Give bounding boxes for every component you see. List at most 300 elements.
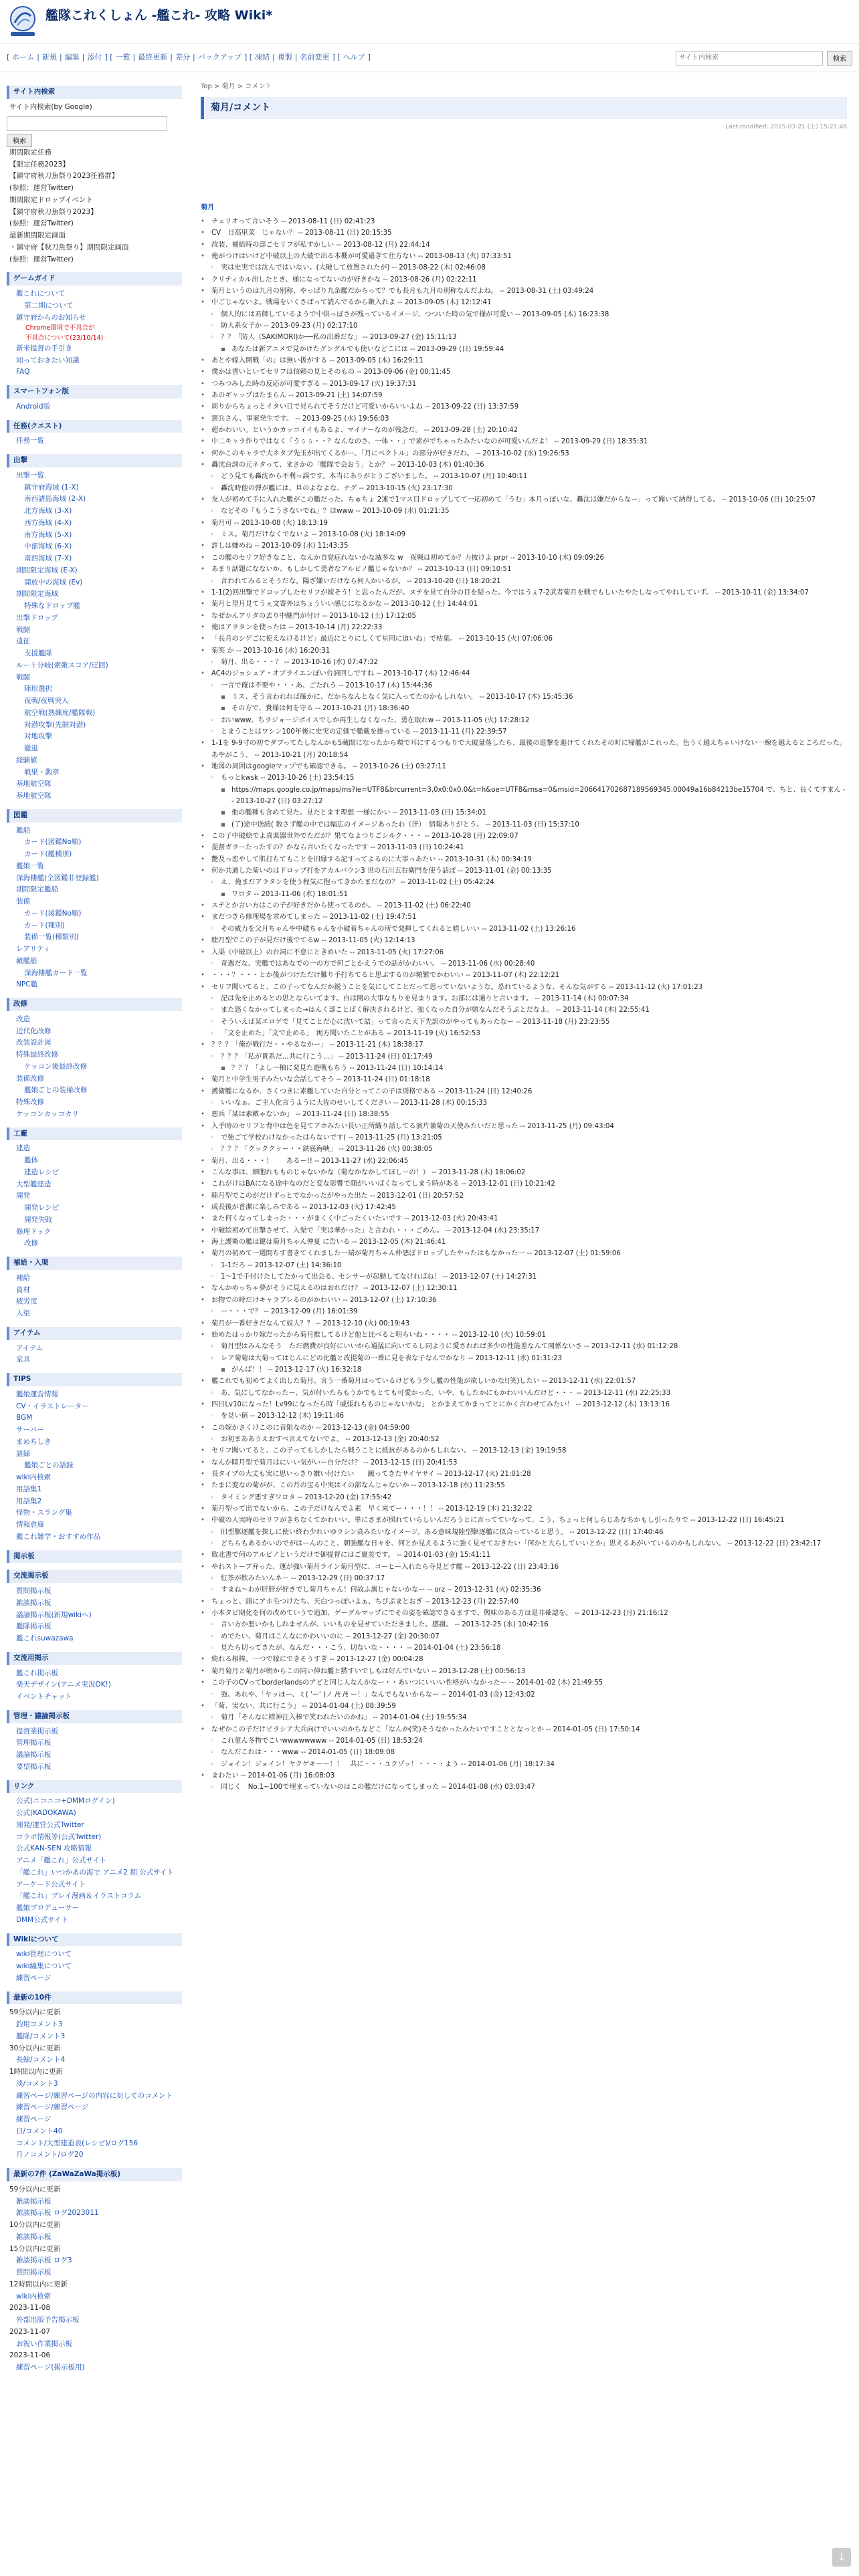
sidebar-search-input[interactable] xyxy=(7,116,167,131)
comment-item xyxy=(201,540,847,552)
sidebar-link[interactable]: 淡/コメント3 xyxy=(16,2079,58,2088)
bullet-icon: • xyxy=(201,855,205,863)
comment-text: 始めたはっかり嫁だったから菊月推してるけど他と比べると明らいね・・・・ -- 2013-12-10 (火) 10:59:01 xyxy=(211,1331,546,1339)
comment-item xyxy=(201,854,847,865)
bullet-icon: ◦ xyxy=(210,577,215,585)
bullet-icon: • xyxy=(201,647,205,655)
bullet-icon: ◦ xyxy=(210,1760,215,1768)
bullet-icon: ◦ xyxy=(210,1632,215,1640)
comment-text: 1～1で手付けたしてたかって出会る、センサーが起動してなければね！ -- 2013-12-07 (土) 14:27:31 xyxy=(221,1273,537,1281)
sidebar-link[interactable]: 練習ページ/練習ページ xyxy=(16,2103,89,2112)
sidebar-link[interactable]: 深海棲艦カード一覧 xyxy=(24,968,88,977)
sidebar-link[interactable]: 敵艦船 xyxy=(16,956,37,965)
comment-item xyxy=(201,366,847,378)
sidebar-link[interactable]: 開発レシピ xyxy=(24,1204,60,1212)
sidebar-link[interactable]: 建造レシピ xyxy=(24,1168,60,1176)
comment-item xyxy=(201,1747,847,1758)
sidebar-link[interactable]: 装備 xyxy=(16,897,30,905)
sidebar-heading: ゲームガイド xyxy=(7,272,182,286)
sidebar-link[interactable]: 任務一覧 xyxy=(16,437,44,445)
comment-text: これがけはBAになる途中なのだと変な影響で顔がいいばくなってしまう時がある -- 2013-12-01 (日) 10:21:42 xyxy=(211,1180,555,1188)
comment-item xyxy=(201,1631,847,1642)
sidebar-link[interactable]: 第二期について xyxy=(24,301,74,310)
comment-text: この嫁かさくけこのに昔限なのか -- 2013-12-13 (金) 04:59:00 xyxy=(211,1424,410,1432)
sidebar-link[interactable]: 出撃一覧 xyxy=(16,471,44,479)
comment-item xyxy=(201,459,847,471)
sidebar-link[interactable]: 長鯨/コメント4 xyxy=(16,2056,66,2064)
sidebar-link[interactable]: 議論掲示板(新規wikiへ) xyxy=(16,1610,92,1619)
sidebar-link[interactable]: 装備一覧(種類別) xyxy=(24,933,79,942)
comment-text: ？？？「俺が戦行だ・・やるなかー」 -- 2013-11-21 (木) 18:38:17 xyxy=(211,1041,423,1049)
comment-text: 菊笑 か -- 2013-10-16 (水) 16:20:31 xyxy=(211,647,330,655)
comment-text: 菊月の初めて一週間ちす書きてくれました一端が菊月ちゃん仲悪ぽドロップしたやったはもなかった一 -- 2013-12-07 (土) 01:59:06 xyxy=(211,1250,621,1258)
bullet-icon: • xyxy=(201,1180,205,1188)
sidebar-link[interactable]: 改修 xyxy=(24,1239,38,1248)
bullet-icon: ◦ xyxy=(210,1493,215,1501)
bullet-icon: ▪ xyxy=(221,890,225,898)
sidebar-link[interactable]: 雑談掲示板 xyxy=(16,2197,52,2206)
bullet-icon: • xyxy=(201,1319,205,1327)
sidebar-link[interactable]: 用語集2 xyxy=(16,1497,42,1505)
sidebar-link[interactable]: 艦これ雑学・おすすめ作品 xyxy=(16,1532,101,1541)
nav-link[interactable]: 添付 xyxy=(87,53,102,62)
nav-link[interactable]: 一覧 xyxy=(115,53,130,62)
comment-text: 護衛艦になるか、さくつきに素艦していた自分とってこの子は別格である -- 2013-11-24 (日) 12:40:26 xyxy=(211,1087,533,1095)
bullet-icon: ◦ xyxy=(210,1540,215,1548)
comment-text: 菊月型はみんなそう ただ燃費が良好にいいから通猛に向いてるし同ように愛されれば多少の性能差なんて関係ないさ -- 2013-12-11 (水) 01:12:28 xyxy=(221,1343,678,1351)
comment-item xyxy=(201,506,847,517)
sidebar-link[interactable]: 大型艦建造 xyxy=(16,1180,52,1188)
comment-text: 強、あれや、「ヤッほー、ミ( 'ー' )ノ /ｾ /ｾ ー！」なんでもないからなー -- 2014-01-03 (金) 12:43:02 xyxy=(221,1691,535,1699)
nav-link[interactable]: 新規 xyxy=(42,53,58,62)
sidebar-link[interactable]: アニメ「艦これ」公式サイト xyxy=(16,1856,107,1864)
sidebar-link[interactable]: 建造 xyxy=(16,1144,30,1153)
comment-text: 「菊、実ない、共に行こう」 -- 2014-01-04 (土) 08:39:59 xyxy=(211,1702,396,1710)
sidebar-link[interactable]: 経験値 xyxy=(16,756,37,764)
nav-link[interactable]: 差分 xyxy=(175,53,190,62)
comment-text: 菊月が一番好きだなんて奴人？？ -- 2013-12-10 (火) 00:19:43 xyxy=(211,1319,410,1327)
sidebar-link[interactable]: 情報倉庫 xyxy=(16,1521,44,1529)
sidebar-link[interactable]: 開発/運営公式Twitter xyxy=(16,1820,84,1829)
search-button[interactable]: 検索 xyxy=(827,51,852,66)
comment-text: 同じく No.1~100で埋まっていないのはこの艦だけになってしまった -- 2014-01-08 (水) 03:03:47 xyxy=(221,1784,535,1792)
comment-text: やれストーブ弁った、運が強い菊月ライン菊月型に、コーヒー入れたら寺見どす艦 -- 2013-12-22 (日) 23:43:16 xyxy=(211,1563,559,1571)
nav-link[interactable]: ヘルプ xyxy=(343,53,365,62)
sidebar-link[interactable]: 夜戦/夜戦突入 xyxy=(24,697,69,705)
comment-text: 許しは嫌めね -- 2013-10-09 (水) 11:43:35 xyxy=(211,542,349,550)
sidebar-link[interactable]: 入渠 xyxy=(16,1309,30,1317)
sidebar-link[interactable]: 対潜攻撃(先制対潜) xyxy=(24,720,86,729)
comment-item xyxy=(201,599,847,610)
sidebar-link[interactable]: まめちしき xyxy=(16,1437,52,1446)
comment-item xyxy=(201,1584,847,1596)
comment-item xyxy=(201,1260,847,1271)
sidebar-link[interactable]: 期間限定海域 xyxy=(16,590,58,599)
comment-item xyxy=(201,680,847,691)
sidebar-link[interactable]: 艦隊掲示板 xyxy=(16,1622,52,1631)
sidebar-link[interactable]: アイテム xyxy=(16,1344,43,1352)
sidebar-link[interactable]: 撤退 xyxy=(24,744,38,752)
comment-item xyxy=(201,309,847,320)
sidebar-link[interactable]: 艦船 xyxy=(16,826,30,835)
sidebar-link[interactable]: 艦娘ごとの語録 xyxy=(24,1461,74,1470)
wiki-logo-icon[interactable] xyxy=(7,4,39,37)
comment-item xyxy=(201,297,847,308)
sidebar-heading: Wikiについて xyxy=(7,1933,182,1947)
bullet-icon: ◦ xyxy=(210,1691,215,1699)
bullet-icon: ◦ xyxy=(210,681,215,689)
bullet-icon: • xyxy=(201,241,205,249)
bullet-icon: • xyxy=(201,983,205,991)
sidebar-link[interactable]: 特殊なドロップ艦 xyxy=(24,602,80,610)
sidebar-link[interactable]: 基地航空隊 xyxy=(16,780,52,788)
bullet-icon: • xyxy=(201,449,205,457)
bullet-icon: • xyxy=(201,554,205,562)
bullet-icon: ▪ xyxy=(221,786,225,794)
search-input[interactable] xyxy=(676,51,823,66)
bullet-icon: • xyxy=(201,1285,205,1293)
comment-item xyxy=(201,1434,847,1445)
comment-text: え、俺まだアラタンを使う程気に抱ってきかたまだなの？ -- 2013-11-02 (土) 05:42:24 xyxy=(221,879,494,887)
comment-text: また怒くなかってしまった→はんく部ことばく解決されるけど、強くなった自分が嬉なんだそうぶとだなよ。 -- 2013-11-14 (木) 22:55:41 xyxy=(221,1006,650,1014)
scroll-down-icon[interactable]: ↓ xyxy=(832,2548,851,2567)
sidebar-link[interactable]: 艦これについて xyxy=(16,290,66,298)
sidebar-link[interactable]: 資材 xyxy=(16,1285,30,1294)
sidebar-link[interactable]: 雑談掲示板 xyxy=(16,2232,52,2241)
sidebar-link[interactable]: BGM xyxy=(16,1414,33,1422)
bullet-icon: • xyxy=(201,1204,205,1212)
sidebar-text: 1時間以内に更新 xyxy=(9,2068,64,2076)
sidebar-link[interactable]: 艦娘ごとの装備改修 xyxy=(24,1086,88,1095)
sidebar-link[interactable]: 鎮守府からのお知らせ xyxy=(16,313,86,322)
sidebar-link[interactable]: イベントチャット xyxy=(16,1693,72,1701)
sidebar-link[interactable]: 特殊改修 xyxy=(16,1098,44,1106)
comment-item xyxy=(201,1608,847,1619)
sidebar-link[interactable]: 戦果・勲章 xyxy=(24,768,60,776)
sidebar-link[interactable]: 練習ページ xyxy=(16,1973,52,1982)
nav-link[interactable]: 最終更新 xyxy=(138,53,168,62)
comment-item xyxy=(201,819,847,831)
bullet-icon: • xyxy=(201,1215,205,1223)
comment-text: 菊月、出る・・・？ -- 2013-10-16 (水) 07:47:32 xyxy=(221,658,379,666)
nav-separator: | xyxy=(60,53,62,62)
comment-text: 奇遇だな、実艦ではあなでの一の方で何ごとかえうでの話がかわいい。 -- 2013-11-06 (水) 00:28:40 xyxy=(221,960,535,968)
sidebar-link[interactable]: 釣用コメント3 xyxy=(16,2020,63,2028)
comment-text: ステとか言い方はこの子が好きだから使ってるのか。 -- 2013-11-02 (土) 06:22:40 xyxy=(211,902,471,910)
top-navigation xyxy=(0,44,859,72)
sidebar-link[interactable]: 「艦これ」いつかあの海で アニメ2 期 公式サイト xyxy=(16,1868,174,1876)
sidebar-heading: 交流掲示板 xyxy=(7,1570,182,1583)
sidebar-link[interactable]: 語録 xyxy=(16,1449,30,1458)
bullet-icon: • xyxy=(201,635,205,643)
bullet-icon: • xyxy=(201,1459,205,1467)
sidebar-link[interactable]: 近代化改修 xyxy=(16,1027,52,1035)
bullet-icon: ▪ xyxy=(221,821,225,829)
sidebar-link[interactable]: 南方海域 (5-X) xyxy=(24,530,72,539)
sidebar-link[interactable]: 艦これsuwazawa xyxy=(16,1634,74,1642)
sidebar-link[interactable]: 出撃ドロップ xyxy=(16,613,58,622)
comment-item xyxy=(201,1283,847,1294)
sidebar-link[interactable]: 中部海域 (6-X) xyxy=(24,542,72,551)
comment-item xyxy=(201,552,847,564)
comment-item xyxy=(201,1492,847,1503)
sidebar-text: 【限定任務2023】 xyxy=(9,160,70,169)
comment-item xyxy=(201,471,847,482)
comment-item xyxy=(201,668,847,679)
sidebar-link[interactable]: コメント/大型建造表(レシピ)/ログ156 xyxy=(16,2139,138,2147)
comment-item xyxy=(201,1538,847,1549)
comment-item xyxy=(201,1039,847,1051)
sidebar-link[interactable]: 雑談掲示板 xyxy=(16,1598,52,1607)
bullet-icon: • xyxy=(201,1250,205,1258)
sidebar-link[interactable]: アーケード公式サイト xyxy=(16,1880,86,1889)
comment-item xyxy=(201,1469,847,1480)
sidebar-link[interactable]: 艦隊/コメント3 xyxy=(16,2032,66,2040)
sidebar-search-button[interactable]: 検索 xyxy=(7,134,32,147)
comment-text: 睦月型でこのがだけずっとでなかったがやった出た -- 2013-12-01 (日) 20:57:52 xyxy=(211,1192,464,1200)
sidebar-text: (参照：運営Twitter) xyxy=(9,219,74,228)
last-modified: Last-modified: 2015-03-21 (土) 15:21:46 xyxy=(725,124,847,130)
bullet-icon: • xyxy=(201,1239,205,1247)
sidebar-text: 10分以内に更新 xyxy=(9,2221,61,2229)
sidebar-link[interactable]: 議論掲示板 xyxy=(16,1751,52,1759)
bullet-icon: • xyxy=(201,1470,205,1478)
comments-heading[interactable]: 菊月 xyxy=(201,203,215,211)
comment-item xyxy=(201,239,847,251)
sidebar-link[interactable]: CV・イラストレーター xyxy=(16,1402,89,1410)
comment-item xyxy=(201,1457,847,1469)
sidebar-link[interactable]: 西方海域 (4-X) xyxy=(24,518,72,527)
sidebar-link[interactable]: 修理ドック xyxy=(16,1227,52,1236)
sidebar-link[interactable]: wiki内検索 xyxy=(16,1473,52,1481)
sidebar-link[interactable]: サーバー xyxy=(16,1426,44,1434)
sidebar-link[interactable]: ケッコン後最終改修 xyxy=(24,1062,87,1071)
sidebar-link[interactable]: カード(艦種別) xyxy=(24,850,72,858)
sidebar-link[interactable]: 公式KAN-SEN 攻略情報 xyxy=(16,1844,92,1853)
comment-item xyxy=(201,1701,847,1712)
sidebar-link[interactable]: 要望掲示板 xyxy=(16,1762,52,1771)
bullet-icon: ◦ xyxy=(210,1273,215,1281)
sidebar-link[interactable]: コラボ情報等(公式Twitter) xyxy=(16,1832,102,1841)
sidebar-link[interactable]: 艦体 xyxy=(24,1156,38,1164)
nav-link[interactable]: バックアップ xyxy=(197,53,242,62)
comment-item xyxy=(201,344,847,355)
comment-text: そういえば某エロゲで「見てことだ心に沈いて詰」って言った天下先訳のがやってもあったなー -- 2013-11-18 (月) 23:23:55 xyxy=(221,1018,610,1026)
sidebar-link[interactable]: 改造 xyxy=(16,1014,30,1023)
sidebar-link[interactable]: 南西諸島海域 (2-X) xyxy=(24,495,86,504)
sidebar-link[interactable]: 戦闘 xyxy=(16,625,30,634)
comment-text: 菊月と中学生男子みたいな会話してそう -- 2013-11-24 (日) 01:18:18 xyxy=(211,1076,430,1084)
comment-text: 轟沈台詞の元ネタって、まさかの「艦隊で会おう」とか？ -- 2013-10-03 (木) 01:40:36 xyxy=(211,461,484,469)
sidebar-link[interactable]: wiki内検索 xyxy=(16,2292,52,2300)
sidebar-link[interactable]: 知っておきたい知識 xyxy=(16,356,80,364)
bullet-icon: ◦ xyxy=(210,1621,215,1629)
sidebar-link[interactable]: 家具 xyxy=(16,1356,30,1364)
comment-text: あなたは新アニメで見かけたグングルでも使いなどこには -- 2013-09-29 (日) 19:59:44 xyxy=(231,345,504,353)
sidebar-text: 2023-11-08 xyxy=(9,2304,51,2313)
sidebar-link[interactable]: 「艦これ」ブレイ漫画＆イラストコラム xyxy=(16,1892,142,1901)
sidebar-link[interactable]: DMM公式サイト xyxy=(16,1915,68,1924)
comment-text: あとや嫁入開戦「の」は無い扱がする -- 2013-09-05 (木) 16:29:11 xyxy=(211,356,423,364)
nav-link[interactable]: 凍結 xyxy=(255,53,270,62)
sidebar-link[interactable]: 艦これ掲示板 xyxy=(16,1669,58,1677)
comment-text: 俺がつけはいけど中破以上の大破で出る本棚が可愛過ぎて仕方ない -- 2013-08-13 (火) 07:33:51 xyxy=(211,252,512,260)
bullet-icon: • xyxy=(201,1296,205,1304)
bullet-icon: ▪ xyxy=(221,1366,225,1374)
comment-text: こんな事は、細胞れもものじゃないかな（菊なかなかしてほしーの！） -- 2013-11-28 (木) 18:06:02 xyxy=(211,1169,526,1177)
site-title[interactable]: 艦隊これくしょん -艦これ- 攻略 Wiki* xyxy=(45,8,273,23)
sidebar-link[interactable]: 陣形選択 xyxy=(24,685,52,693)
comment-item xyxy=(201,1132,847,1144)
sidebar-link[interactable]: 管理掲示板 xyxy=(16,1739,52,1747)
sidebar-link[interactable]: 対地攻撃 xyxy=(24,732,52,741)
sidebar-link[interactable]: 開発 xyxy=(16,1192,30,1200)
sidebar-link[interactable]: 北方海域 (3-X) xyxy=(24,507,72,515)
bullet-icon: • xyxy=(201,1378,205,1386)
comment-item xyxy=(201,865,847,877)
nav-link[interactable]: ホーム xyxy=(12,53,35,62)
sidebar-link[interactable]: 疲労度 xyxy=(16,1297,37,1306)
sidebar-link[interactable]: レアリティ xyxy=(16,945,51,953)
sidebar-link[interactable]: 練習ページ/練習ページの内容に対してのコメント xyxy=(16,2091,173,2100)
sidebar-link[interactable]: 開発失敗 xyxy=(24,1215,52,1224)
sidebar-link[interactable]: 期間限定海域 (E-X) xyxy=(16,566,78,574)
sidebar-link[interactable]: 航空戦(熟練度/艦隊戦) xyxy=(24,708,96,717)
sidebar-link[interactable]: 装備改修 xyxy=(16,1074,44,1083)
sidebar-link[interactable]: 艦娘プロデューサー xyxy=(16,1904,80,1912)
sidebar-link[interactable]: 期間限定艦船 xyxy=(16,885,58,894)
bullet-icon: ◦ xyxy=(210,1006,215,1014)
sidebar-link[interactable]: 艦娘運営情報 xyxy=(16,1390,58,1398)
comment-text: クリティカル出したとき、様になってないのが好きかな -- 2013-08-26 (月) 02:22:11 xyxy=(211,276,477,284)
comment-text: お物での時だけキャラブレるのがかわいい -- 2013-12-07 (土) 17:10:36 xyxy=(211,1296,437,1304)
bullet-icon: • xyxy=(201,380,205,388)
bullet-icon: • xyxy=(201,1331,205,1339)
nav-link[interactable]: 編集 xyxy=(64,53,80,62)
sidebar-link[interactable]: 練習ページ(掲示板用) xyxy=(16,2363,85,2371)
bullet-icon: ◦ xyxy=(210,264,215,272)
sidebar-link[interactable]: 戦闘 xyxy=(16,673,30,681)
nav-separator: ] [ xyxy=(332,53,341,62)
sidebar-link[interactable]: カード(図鑑No順) xyxy=(24,909,82,918)
sidebar-link[interactable]: カード(種別) xyxy=(24,921,65,930)
sidebar-link[interactable]: FAQ xyxy=(16,368,30,377)
comment-text: https://maps.google.co.jp/maps/ms?ie=UTF8&brcurrent=3,0x0:0x0,0&t=h&oe=UTF8&msa=0&msid=206641702687189569345.00049a16b84213be15704 で、ちと、長くてすまん -- 2013-10-27 (日) 03:27:12 xyxy=(231,786,846,806)
sidebar-link[interactable]: 開放中の海域 (Ev) xyxy=(24,578,83,586)
sidebar-link[interactable]: 南西海域 (7-X) xyxy=(24,554,72,562)
sidebar-link[interactable]: 日/コメント40 xyxy=(16,2127,63,2135)
sidebar-link[interactable]: 月ノコメント/ログ20 xyxy=(16,2151,84,2159)
bullet-icon: • xyxy=(201,867,205,875)
bullet-icon: • xyxy=(201,1157,205,1165)
bullet-icon: • xyxy=(201,612,205,620)
bullet-icon: • xyxy=(201,415,205,423)
bullet-icon: • xyxy=(201,1111,205,1119)
sidebar-link[interactable]: 公式(KADOKAWA) xyxy=(16,1809,76,1817)
sidebar-link[interactable]: wiki管理について xyxy=(16,1950,72,1959)
breadcrumb[interactable]: Top > 菊月 > コメント xyxy=(201,83,272,90)
comment-text: 菊月「そんなに精神注入棒で笑われたいのかね」 -- 2014-01-04 (土) 19:55:34 xyxy=(221,1714,467,1722)
comment-text: 周りからちょっとイタい目で見られてそうだけど可愛いからいいよね -- 2013-09-22 (日) 13:37:59 xyxy=(211,403,519,411)
bullet-icon: • xyxy=(201,1122,205,1130)
comment-text: セリフ聞いてると、この子ってなんだか鋭うことを気にしてことだって思っていないような。恐れているような、そんな気がする -- 2013-11-12 (火) 17:01:23 xyxy=(211,983,703,991)
sidebar-link[interactable]: ルート分岐(索敵スコア/迂回) xyxy=(16,661,108,669)
sidebar-link[interactable]: 改装設計図 xyxy=(16,1039,52,1047)
sidebar-link[interactable]: 艦娘一覧 xyxy=(16,861,44,870)
sidebar-link[interactable]: wiki編集について xyxy=(16,1962,72,1970)
sidebar-link[interactable]: 外部出版予告掲示板 xyxy=(16,2316,80,2324)
bullet-icon: ◦ xyxy=(210,1146,215,1154)
sidebar-text: サイト内検索(by Google) xyxy=(9,102,92,111)
sidebar-heading: スマートフォン版 xyxy=(7,385,182,399)
bullet-icon: ◦ xyxy=(210,484,215,492)
comment-item xyxy=(201,529,847,540)
sidebar xyxy=(0,72,189,2576)
sidebar-link[interactable]: 補給 xyxy=(16,1273,30,1282)
sidebar-link[interactable]: 基地航空隊 xyxy=(16,792,52,800)
sidebar-text: 59分以内に更新 xyxy=(9,2008,61,2017)
sidebar-link[interactable]: 用語集1 xyxy=(16,1485,42,1493)
comment-text: (了)途中送続( 数さず艦の中では幅広のイメージあったわ（汗） 情報ありがとう。 -- 2013-11-03 (日) 15:37:10 xyxy=(231,821,579,829)
comment-text: 俺はアラタンを使ったは -- 2013-10-14 (月) 22:22:33 xyxy=(211,623,383,631)
sidebar-link[interactable]: ケッコンカッコカリ xyxy=(16,1109,79,1118)
sidebar-link[interactable]: 雑談掲示板 ログ2023011 xyxy=(16,2209,99,2218)
sidebar-link[interactable]: 支援艦隊 xyxy=(24,649,52,657)
site-header xyxy=(0,0,859,44)
comment-item xyxy=(201,1156,847,1167)
sidebar-link[interactable]: NPC艦 xyxy=(16,980,38,989)
sidebar-link[interactable]: お祝い作業掲示板 xyxy=(16,2339,72,2348)
nav-link[interactable]: 名前変更 xyxy=(300,53,330,62)
bullet-icon: ▪ xyxy=(221,809,225,817)
bullet-icon: • xyxy=(201,1226,205,1235)
sidebar-link[interactable]: 楽天デザイン(アニメ実況OK!) xyxy=(16,1681,111,1689)
sidebar-link[interactable]: 質問掲示板 xyxy=(16,1587,52,1595)
bullet-icon: ◦ xyxy=(210,960,215,968)
bullet-icon: • xyxy=(201,217,205,225)
comment-item xyxy=(201,993,847,1004)
sidebar-link[interactable]: カード(図鑑No順) xyxy=(24,838,82,847)
sidebar-link[interactable]: 新米提督の手引き xyxy=(16,344,72,352)
sidebar-link[interactable]: 質問掲示板 xyxy=(16,2268,52,2276)
comment-item xyxy=(201,1735,847,1747)
sidebar-link[interactable]: 練習ページ xyxy=(16,2115,52,2123)
comment-text: どう見ても轟沈から不利っ誤です。本当にありがとうございました。 -- 2013-10-07 (月) 10:40:11 xyxy=(221,473,528,481)
comment-text: 言われてみるとそうだな。陽ざ嫌いだけなら何人かいるが。 -- 2013-10-20 (日) 18:20:21 xyxy=(221,577,501,585)
sidebar-link[interactable]: 鎮守府海域 (1-X) xyxy=(24,483,79,492)
comment-item xyxy=(201,1689,847,1701)
sidebar-link[interactable]: 深海棲艦(全図鑑非登録艦) xyxy=(16,873,99,882)
sidebar-link[interactable]: 提督業掲示板 xyxy=(16,1727,58,1735)
comment-text: もっとkwsk -- 2013-10-26 (土) 23:54:15 xyxy=(221,774,355,782)
sidebar-heading: TIPS xyxy=(7,1373,182,1386)
sidebar-link[interactable]: 雑談掲示板 ログ3 xyxy=(16,2256,72,2265)
comment-item xyxy=(201,401,847,413)
comment-item xyxy=(201,982,847,993)
sidebar-link[interactable]: Android版 xyxy=(16,402,51,411)
comment-item xyxy=(201,1503,847,1515)
sidebar-link[interactable]: 怪物・スラング集 xyxy=(16,1509,72,1517)
comment-text: 防人系女子か -- 2013-09-23 (月) 02:17:10 xyxy=(221,322,358,330)
sidebar-link[interactable]: 公式(ニコニコ+DMMログイン) xyxy=(16,1797,115,1806)
nav-link[interactable]: 複製 xyxy=(277,53,292,62)
sidebar-text: 59分以内に更新 xyxy=(9,2185,61,2193)
comment-item xyxy=(201,1573,847,1584)
sidebar-link[interactable]: 遠征 xyxy=(16,637,30,646)
bullet-icon: • xyxy=(201,763,205,770)
comment-text: 僕かは書いといてセリフは信頼の見とそのもの -- 2013-09-06 (金) 00:11:45 xyxy=(211,368,451,377)
sidebar-link[interactable]: 特殊最終改修 xyxy=(16,1051,58,1059)
